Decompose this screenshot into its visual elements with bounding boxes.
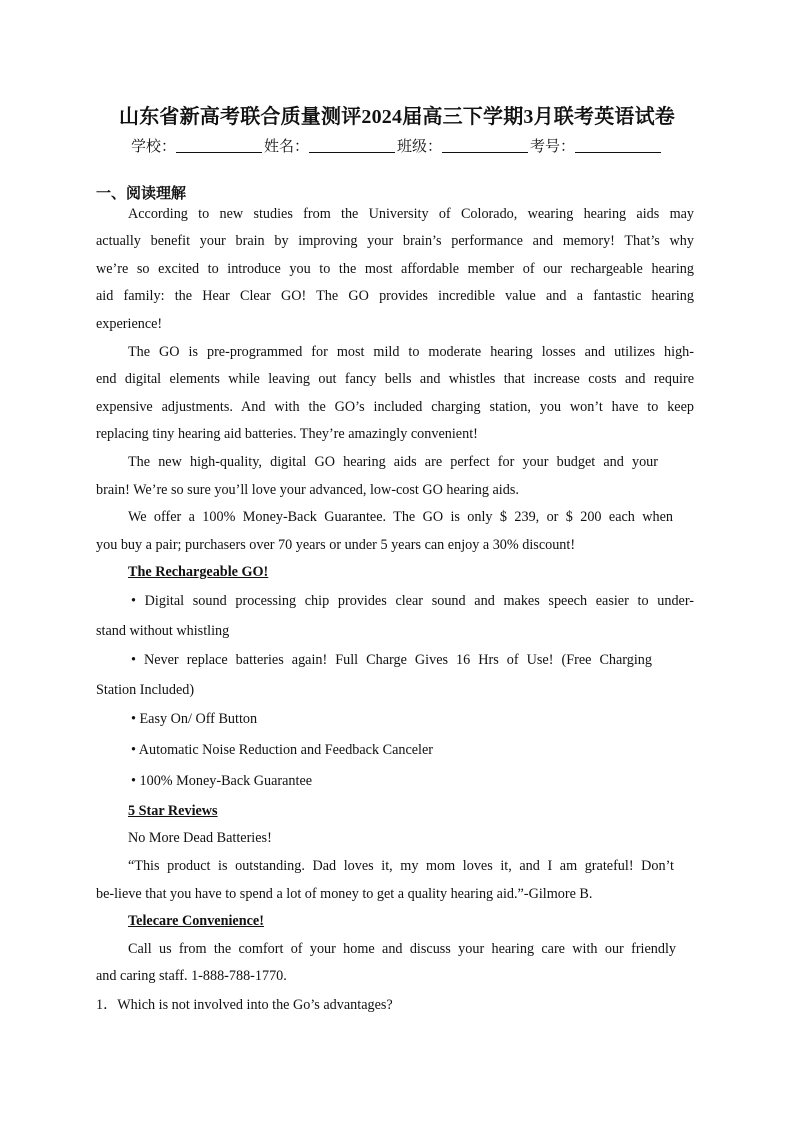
name-blank[interactable]	[309, 138, 395, 153]
question-1: 1．Which is not involved into the Go’s advantages?	[96, 997, 393, 1013]
text-line: We offer a 100% Money-Back Guarantee. The GO is only $ 239, or $ 200 each when	[128, 509, 673, 525]
bullet-item: • Never replace batteries again! Full Charge Gives 16 Hrs of Use! (Free Charging	[131, 652, 652, 668]
school-blank[interactable]	[176, 138, 262, 153]
section-heading: 一、阅读理解	[96, 186, 187, 202]
text-line: “This product is outstanding. Dad loves it, my mom loves it, and I am grateful! Don’t	[128, 858, 674, 874]
subheading-reviews: 5 Star Reviews	[128, 803, 218, 819]
class-label: 班级：	[397, 139, 443, 155]
exam-number-label: 考号：	[530, 139, 576, 155]
text-line: replacing tiny hearing aid batteries. They’re amazingly convenient!	[96, 426, 478, 442]
text-line: No More Dead Batteries!	[128, 830, 272, 846]
text-line: actually benefit your brain by improving your brain’s performance and memory! That’s why	[96, 233, 694, 249]
school-label: 学校：	[130, 139, 176, 155]
bullet-item: • Easy On/ Off Button	[131, 711, 258, 727]
page-title: 山东省新高考联合质量测评2024届高三下学期3月联考英语试卷	[119, 106, 675, 128]
subheading-rechargeable-go: The Rechargeable GO!	[128, 564, 269, 580]
name-label: 姓名：	[263, 139, 309, 155]
bullet-item: • Automatic Noise Reduction and Feedback Canceler	[131, 742, 434, 758]
text-line: expensive adjustments. And with the GO’s included charging station, you won’t have to keep	[96, 399, 694, 415]
text-line: Call us from the comfort of your home and discuss your hearing care with our friendly	[128, 941, 676, 957]
text-line: The new high-quality, digital GO hearing aids are perfect for your budget and your	[128, 454, 658, 470]
text-line: The GO is pre-programmed for most mild to moderate hearing losses and utilizes high-	[128, 344, 694, 360]
exam-number-blank[interactable]	[575, 138, 661, 153]
text-line: experience!	[96, 316, 163, 332]
text-line: stand without whistling	[96, 623, 230, 639]
text-line: we’re so excited to introduce you to the most affordable member of our rechargeable hearing	[96, 261, 694, 277]
class-blank[interactable]	[442, 138, 528, 153]
text-line: be-lieve that you have to spend a lot of money to get a quality hearing aid.”-Gilmore B.	[96, 886, 593, 902]
student-info-line	[0, 135, 794, 156]
text-line: According to new studies from the University of Colorado, wearing hearing aids may	[128, 206, 694, 222]
text-line: brain! We’re so sure you’ll love your advanced, low-cost GO hearing aids.	[96, 482, 519, 498]
text-line: you buy a pair; purchasers over 70 years or under 5 years can enjoy a 30% discount!	[96, 537, 576, 553]
text-line: aid family: the Hear Clear GO! The GO provides incredible value and a fantastic hearing	[96, 288, 694, 304]
subheading-telecare: Telecare Convenience!	[128, 913, 264, 929]
text-line: and caring staff. 1-888-788-1770.	[96, 968, 287, 984]
text-line: Station Included)	[96, 682, 195, 698]
bullet-item: • Digital sound processing chip provides clear sound and makes speech easier to under-	[131, 593, 694, 609]
bullet-item: • 100% Money-Back Guarantee	[131, 773, 313, 789]
text-line: end digital elements while leaving out fancy bells and whistles that increase costs and require	[96, 371, 694, 387]
